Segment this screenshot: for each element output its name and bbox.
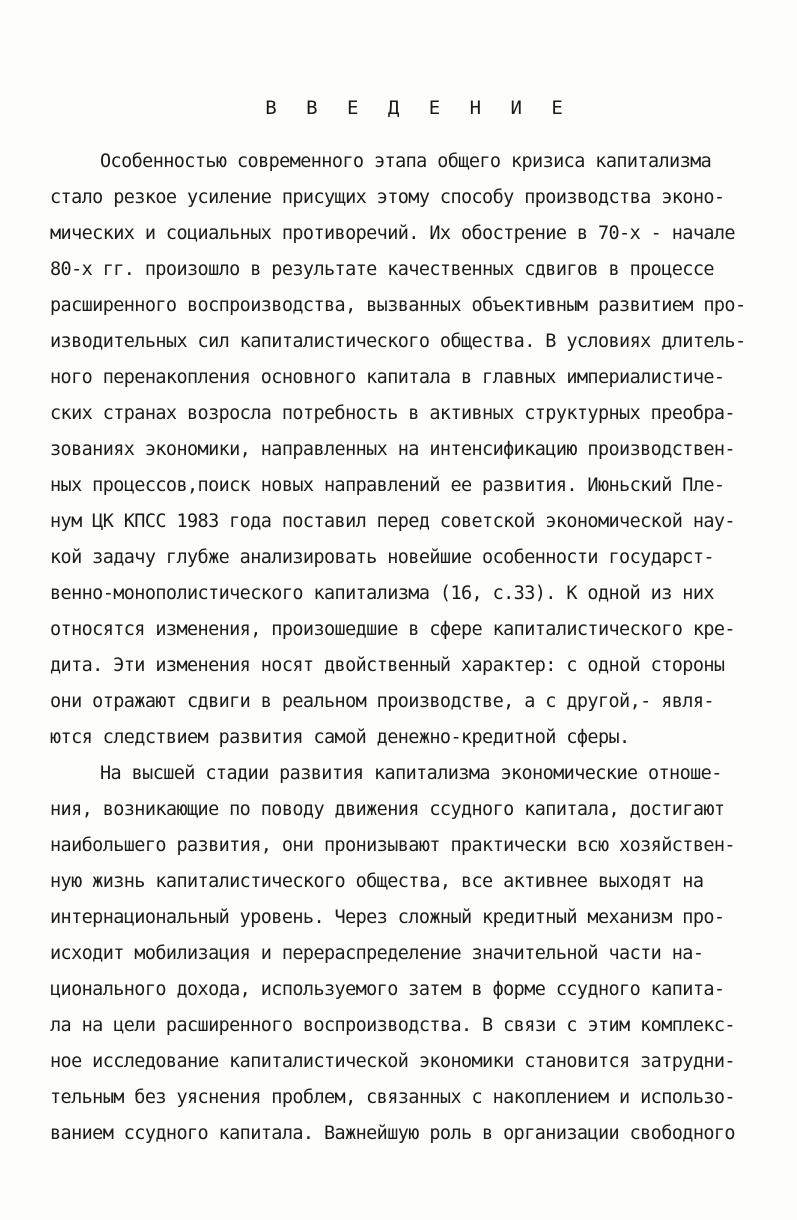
text-line: дита. Эти изменения носят двойственный характер: с одной стороны bbox=[50, 655, 725, 676]
text-line: ных процессов,поиск новых направлений ее развития. Июньский Пле- bbox=[50, 475, 725, 496]
text-line: изводительных сил капиталистического общества. В условиях длитель- bbox=[50, 331, 746, 352]
text-line: наибольшего развития, они пронизывают практически всю хозяйствен- bbox=[50, 835, 735, 856]
text-line: ются следствием развития самой денежно-кредитной сферы. bbox=[50, 727, 630, 748]
text-line: мических и социальных противоречий. Их обострение в 70-х - начале bbox=[50, 223, 735, 244]
text-line: На высшей стадии развития капитализма экономические отноше- bbox=[100, 763, 722, 784]
text-line: ванием ссудного капитала. Важнейшую роль в организации свободного bbox=[50, 1123, 735, 1144]
text-line: ния, возникающие по поводу движения ссудного капитала, достигают bbox=[50, 799, 725, 820]
text-line: расширенного воспроизводства, вызванных объективным развитием про- bbox=[50, 295, 746, 316]
text-line: ную жизнь капиталистического общества, все активнее выходят на bbox=[50, 871, 704, 892]
text-line: относятся изменения, произошедшие в сфере капиталистического кре- bbox=[50, 619, 735, 640]
text-line: 80-х гг. произошло в результате качественных сдвигов в процессе bbox=[50, 259, 714, 280]
text-line: ла на цели расширенного воспроизводства. В связи с этим комплекс- bbox=[50, 1015, 735, 1036]
text-line: ное исследование капиталистической экономики становится затрудни- bbox=[50, 1051, 735, 1072]
text-line: стало резкое усиление присущих этому способу производства эконо- bbox=[50, 187, 725, 208]
text-line: тельным без уяснения проблем, связанных с накоплением и использо- bbox=[50, 1087, 735, 1108]
text-line: Особенностью современного этапа общего кризиса капитализма bbox=[100, 151, 712, 172]
text-line: они отражают сдвиги в реальном производстве, а с другой,- явля- bbox=[50, 691, 714, 712]
text-line: нум ЦК КПСС 1983 года поставил перед советской экономической нау- bbox=[50, 511, 735, 532]
text-line: зованиях экономики, направленных на интенсификацию производствен- bbox=[50, 439, 735, 460]
text-line: венно-монополистического капитализма (16, с.33). К одной из них bbox=[50, 583, 714, 604]
text-line: ционального дохода, используемого затем в форме ссудного капита- bbox=[50, 979, 725, 1000]
text-line: ских странах возросла потребность в активных структурных преобра- bbox=[50, 403, 735, 424]
page-title: В В Е Д Е Н И Е bbox=[265, 97, 572, 119]
text-line: кой задачу глубже анализировать новейшие особенности государст- bbox=[50, 547, 714, 568]
text-line: исходит мобилизация и перераспределение значительной части на- bbox=[50, 943, 704, 964]
text-line: интернациональный уровень. Через сложный кредитный механизм про- bbox=[50, 907, 725, 928]
text-line: ного перенакопления основного капитала в главных империалистиче- bbox=[50, 367, 725, 388]
